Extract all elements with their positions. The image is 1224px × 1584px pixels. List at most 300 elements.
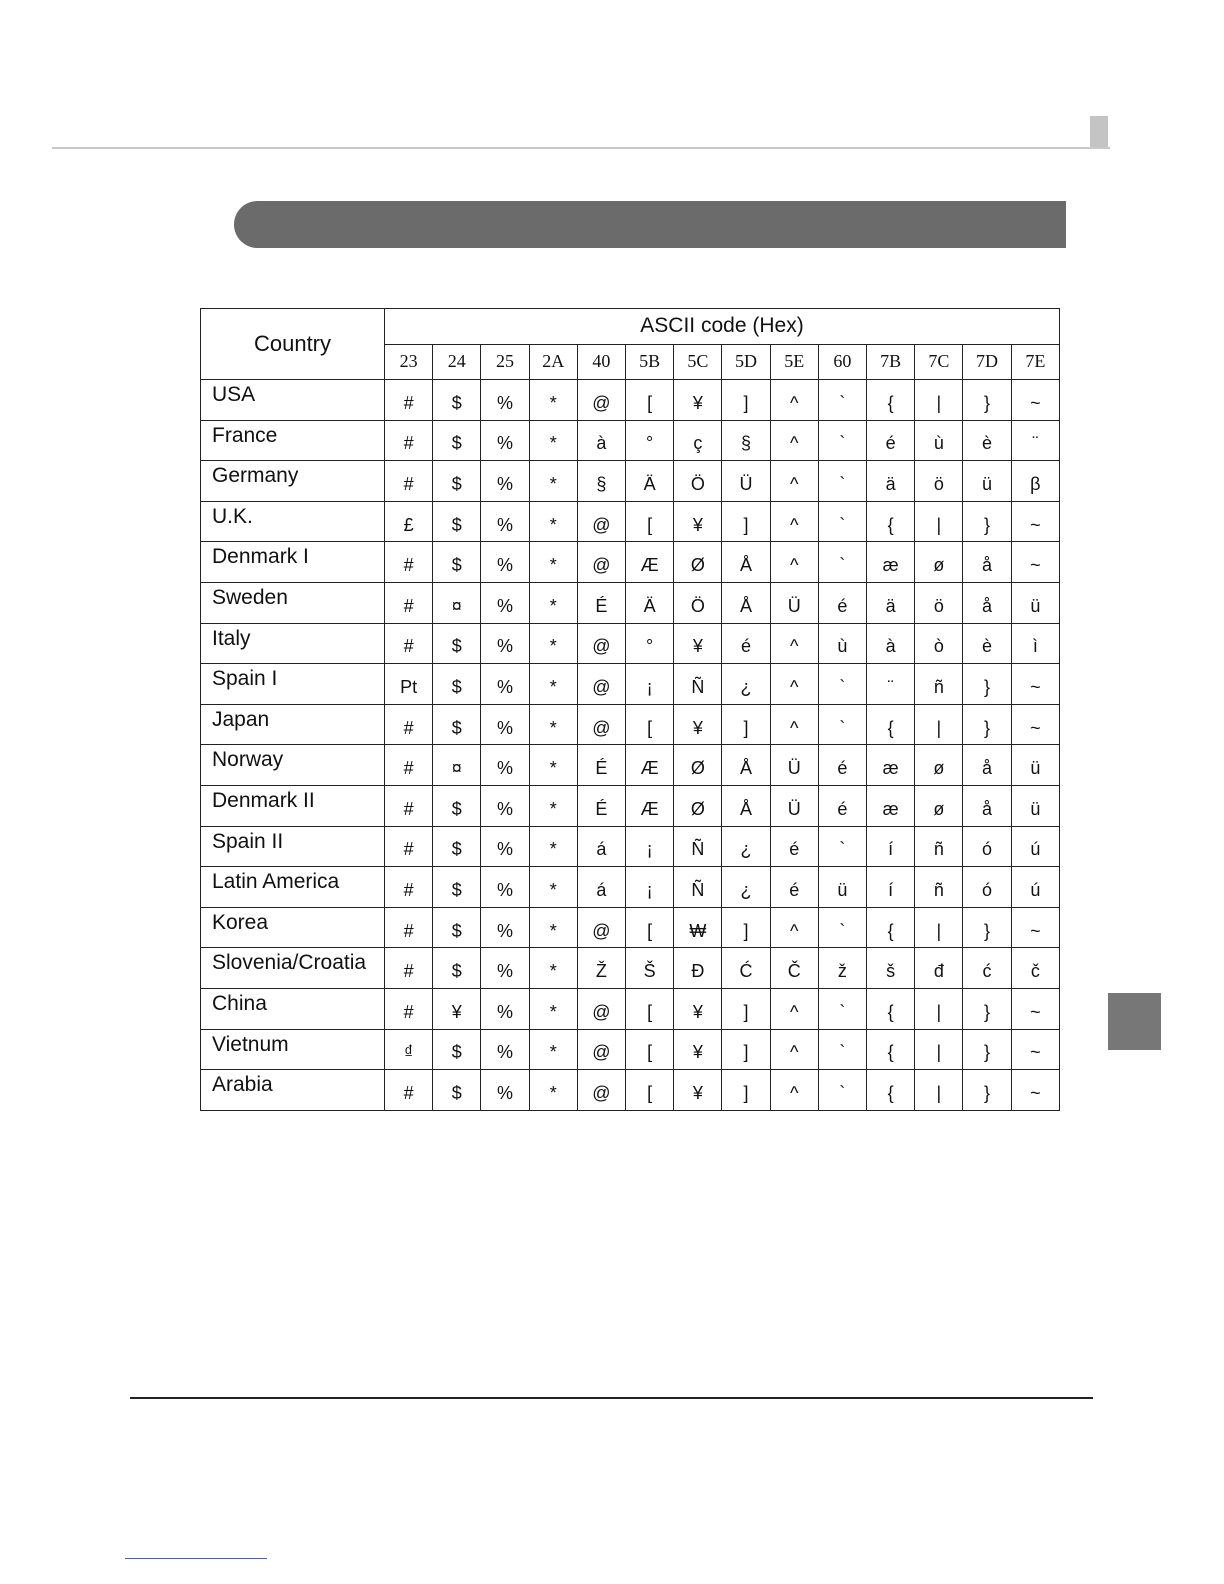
character-cell: Ñ [674,664,722,705]
character-cell: [ [626,380,674,421]
character-cell: ` [818,501,866,542]
character-cell: ¿ [722,664,770,705]
character-cell: * [529,704,577,745]
character-cell: æ [867,785,915,826]
character-cell: é [770,826,818,867]
character-cell: å [963,745,1011,786]
character-cell: Š [626,948,674,989]
country-name: Spain I [201,664,385,705]
hex-code-header: 23 [385,344,433,380]
country-name: Germany [201,461,385,502]
character-cell: Č [770,948,818,989]
character-cell: # [385,542,433,583]
country-name: Korea [201,907,385,948]
table-row [201,461,1060,502]
character-cell: # [385,582,433,623]
character-cell: ~ [1011,1029,1059,1070]
character-cell: * [529,380,577,421]
character-cell: @ [577,907,625,948]
character-cell: ~ [1011,988,1059,1029]
character-cell: # [385,704,433,745]
character-cell: è [963,623,1011,664]
character-cell: * [529,1029,577,1070]
character-cell: ¥ [433,988,481,1029]
character-cell: ö [915,461,963,502]
character-cell: $ [433,1070,481,1111]
character-cell: ¡ [626,867,674,908]
character-cell: ^ [770,907,818,948]
character-cell: ¤ [433,582,481,623]
character-cell: Å [722,582,770,623]
character-cell: Ü [722,461,770,502]
character-cell: ~ [1011,380,1059,421]
character-cell: $ [433,420,481,461]
character-cell: } [963,380,1011,421]
character-cell: $ [433,664,481,705]
country-name: Italy [201,623,385,664]
character-cell: $ [433,501,481,542]
character-cell: É [577,745,625,786]
character-cell: @ [577,664,625,705]
table-row [201,542,1060,583]
character-cell: * [529,420,577,461]
character-cell: ^ [770,988,818,1029]
character-cell: ñ [915,826,963,867]
hex-code-header: 7D [963,344,1011,380]
table-row [201,582,1060,623]
character-cell: % [481,907,529,948]
character-cell: í [867,826,915,867]
character-cell: Æ [626,785,674,826]
character-cell: [ [626,704,674,745]
table-row [201,704,1060,745]
character-cell: ć [963,948,1011,989]
character-cell: % [481,948,529,989]
character-cell: ` [818,826,866,867]
character-cell: ø [915,542,963,583]
table-row [201,501,1060,542]
character-cell: ó [963,867,1011,908]
character-cell: £ [385,501,433,542]
character-cell: { [867,704,915,745]
character-cell: ò [915,623,963,664]
header-tab-marker [1090,116,1108,147]
country-column-header: Country [201,309,385,380]
country-name: Denmark I [201,542,385,583]
international-charset-table [200,308,1060,1111]
character-cell: Å [722,745,770,786]
character-cell: ø [915,785,963,826]
character-cell: ` [818,704,866,745]
character-cell: # [385,907,433,948]
character-cell: Ø [674,785,722,826]
character-cell: Đ [674,948,722,989]
character-cell: # [385,948,433,989]
country-name: France [201,420,385,461]
character-cell: | [915,501,963,542]
character-cell: | [915,1070,963,1111]
character-cell: é [818,785,866,826]
country-name: Sweden [201,582,385,623]
character-cell: é [722,623,770,664]
table-row [201,988,1060,1029]
character-cell: $ [433,867,481,908]
character-cell: # [385,420,433,461]
character-cell: ^ [770,1070,818,1111]
country-name: Denmark II [201,785,385,826]
character-cell: ñ [915,867,963,908]
character-cell: ° [626,420,674,461]
hex-code-header: 25 [481,344,529,380]
character-cell: ^ [770,704,818,745]
character-cell: ] [722,1070,770,1111]
table-header-row [201,309,1060,345]
country-name: Vietnum [201,1029,385,1070]
character-cell: * [529,867,577,908]
character-cell: ¨ [1011,420,1059,461]
character-cell: ä [867,582,915,623]
character-cell: ¥ [674,1070,722,1111]
character-cell: ` [818,1029,866,1070]
character-cell: ^ [770,420,818,461]
character-cell: ] [722,380,770,421]
country-name: Norway [201,745,385,786]
character-cell: Å [722,785,770,826]
character-cell: β [1011,461,1059,502]
footer-rule [130,1397,1093,1399]
character-cell: Ü [770,582,818,623]
character-cell: ^ [770,1029,818,1070]
character-cell: é [818,582,866,623]
character-cell: % [481,1029,529,1070]
character-cell: ¿ [722,867,770,908]
character-cell: % [481,785,529,826]
character-cell: $ [433,623,481,664]
table-row [201,623,1060,664]
character-cell: @ [577,380,625,421]
character-cell: ₫ [385,1029,433,1070]
character-cell: ^ [770,664,818,705]
character-cell: # [385,380,433,421]
character-cell: š [867,948,915,989]
character-cell: # [385,623,433,664]
character-cell: é [770,867,818,908]
character-cell: ] [722,704,770,745]
character-cell: ` [818,380,866,421]
character-cell: { [867,501,915,542]
character-cell: * [529,826,577,867]
character-cell: ù [818,623,866,664]
country-name: Spain II [201,826,385,867]
character-cell: æ [867,542,915,583]
character-cell: ö [915,582,963,623]
character-cell: $ [433,380,481,421]
character-cell: % [481,1070,529,1111]
character-cell: ü [1011,745,1059,786]
character-cell: $ [433,826,481,867]
character-cell: ¥ [674,380,722,421]
character-cell: à [577,420,625,461]
character-cell: ú [1011,867,1059,908]
character-cell: * [529,785,577,826]
character-cell: å [963,582,1011,623]
character-cell: ä [867,461,915,502]
character-cell: § [577,461,625,502]
table-row [201,420,1060,461]
character-cell: [ [626,988,674,1029]
character-cell: @ [577,704,625,745]
character-cell: ~ [1011,1070,1059,1111]
character-cell: Ć [722,948,770,989]
character-cell: Ø [674,542,722,583]
character-cell: @ [577,1029,625,1070]
character-cell: Ä [626,582,674,623]
character-cell: ~ [1011,704,1059,745]
character-cell: [ [626,1029,674,1070]
character-cell: ì [1011,623,1059,664]
character-cell: | [915,704,963,745]
character-cell: á [577,826,625,867]
character-cell: ^ [770,623,818,664]
table-row [201,1070,1060,1111]
character-cell: * [529,461,577,502]
character-cell: ~ [1011,542,1059,583]
character-cell: ~ [1011,501,1059,542]
character-cell: | [915,907,963,948]
character-cell: ¥ [674,501,722,542]
character-cell: { [867,1070,915,1111]
character-cell: ñ [915,664,963,705]
character-cell: ` [818,461,866,502]
character-cell: * [529,1070,577,1111]
table-row [201,785,1060,826]
character-cell: Ü [770,785,818,826]
hex-code-header: 7E [1011,344,1059,380]
character-cell: } [963,704,1011,745]
footer-link-underline[interactable] [125,1558,267,1559]
character-cell: % [481,826,529,867]
table-row [201,867,1060,908]
character-cell: ` [818,420,866,461]
character-cell: } [963,1029,1011,1070]
country-name: Slovenia/Croatia [201,948,385,989]
character-cell: É [577,785,625,826]
character-cell: è [963,420,1011,461]
table-row [201,664,1060,705]
character-cell: @ [577,623,625,664]
hex-code-header: 5C [674,344,722,380]
character-cell: @ [577,1070,625,1111]
character-cell: * [529,542,577,583]
character-cell: ó [963,826,1011,867]
character-cell: æ [867,745,915,786]
character-cell: ] [722,501,770,542]
character-cell: } [963,501,1011,542]
country-name: USA [201,380,385,421]
character-cell: ¿ [722,826,770,867]
country-name: Latin America [201,867,385,908]
character-cell: % [481,501,529,542]
table-row [201,826,1060,867]
character-cell: ~ [1011,907,1059,948]
character-cell: ¡ [626,664,674,705]
character-cell: $ [433,1029,481,1070]
character-cell: ¥ [674,988,722,1029]
character-cell: # [385,826,433,867]
character-cell: } [963,664,1011,705]
character-cell: @ [577,501,625,542]
character-cell: ü [1011,582,1059,623]
character-cell: ž [818,948,866,989]
hex-code-header: 60 [818,344,866,380]
character-cell: á [577,867,625,908]
character-cell: ] [722,1029,770,1070]
chapter-side-tab [1108,993,1161,1050]
character-cell: % [481,542,529,583]
character-cell: # [385,988,433,1029]
character-cell: ^ [770,461,818,502]
hex-code-header: 5B [626,344,674,380]
character-cell: [ [626,907,674,948]
character-cell: * [529,745,577,786]
character-cell: ù [915,420,963,461]
character-cell: å [963,785,1011,826]
character-cell: ] [722,907,770,948]
character-cell: à [867,623,915,664]
character-cell: ¨ [867,664,915,705]
character-cell: ] [722,988,770,1029]
character-cell: % [481,867,529,908]
character-cell: Ö [674,461,722,502]
character-cell: { [867,380,915,421]
table-row [201,948,1060,989]
character-cell: ` [818,907,866,948]
character-cell: } [963,988,1011,1029]
character-cell: í [867,867,915,908]
character-cell: % [481,664,529,705]
character-cell: % [481,420,529,461]
character-cell: % [481,380,529,421]
character-cell: { [867,988,915,1029]
character-cell: } [963,1070,1011,1111]
character-cell: * [529,582,577,623]
character-cell: % [481,461,529,502]
character-cell: ü [1011,785,1059,826]
table-row [201,1029,1060,1070]
character-cell: $ [433,461,481,502]
table-row [201,745,1060,786]
character-cell: ú [1011,826,1059,867]
character-cell: ¥ [674,1029,722,1070]
hex-code-header: 5D [722,344,770,380]
character-cell: $ [433,542,481,583]
hex-code-header: 40 [577,344,625,380]
character-cell: $ [433,907,481,948]
character-cell: % [481,745,529,786]
character-cell: Ñ [674,867,722,908]
character-cell: § [722,420,770,461]
character-cell: | [915,1029,963,1070]
character-cell: Pt [385,664,433,705]
country-name: Japan [201,704,385,745]
character-cell: Ž [577,948,625,989]
section-title-bar [234,201,1066,248]
character-cell: Ü [770,745,818,786]
character-cell: å [963,542,1011,583]
character-cell: Ä [626,461,674,502]
character-cell: Ö [674,582,722,623]
ascii-code-header: ASCII code (Hex) [385,309,1060,345]
character-cell: # [385,1070,433,1111]
hex-code-header: 24 [433,344,481,380]
character-cell: ` [818,542,866,583]
hex-code-header: 7C [915,344,963,380]
hex-code-header: 7B [867,344,915,380]
character-cell: % [481,582,529,623]
character-cell: } [963,907,1011,948]
character-cell: | [915,988,963,1029]
character-cell: $ [433,785,481,826]
character-cell: * [529,988,577,1029]
character-cell: É [577,582,625,623]
character-cell: ` [818,1070,866,1111]
character-cell: [ [626,1070,674,1111]
character-cell: č [1011,948,1059,989]
character-cell: * [529,948,577,989]
character-cell: ¥ [674,704,722,745]
header-rule [52,147,1110,149]
character-cell: ° [626,623,674,664]
character-cell: # [385,785,433,826]
character-cell: ₩ [674,907,722,948]
character-cell: % [481,704,529,745]
table-row [201,380,1060,421]
character-cell: ¡ [626,826,674,867]
character-cell: * [529,664,577,705]
country-name: U.K. [201,501,385,542]
country-name: China [201,988,385,1029]
character-cell: $ [433,704,481,745]
character-cell: [ [626,501,674,542]
character-cell: ü [818,867,866,908]
hex-code-header: 5E [770,344,818,380]
character-cell: ¤ [433,745,481,786]
character-cell: # [385,867,433,908]
character-cell: @ [577,542,625,583]
character-cell: ü [963,461,1011,502]
character-cell: % [481,988,529,1029]
character-cell: é [867,420,915,461]
character-cell: * [529,907,577,948]
character-cell: ` [818,988,866,1029]
character-cell: Æ [626,745,674,786]
character-cell: ¥ [674,623,722,664]
character-cell: # [385,461,433,502]
character-cell: { [867,1029,915,1070]
character-cell: đ [915,948,963,989]
character-cell: ` [818,664,866,705]
character-cell: ç [674,420,722,461]
character-cell: | [915,380,963,421]
hex-code-header: 2A [529,344,577,380]
character-cell: { [867,907,915,948]
character-cell: Ñ [674,826,722,867]
character-cell: é [818,745,866,786]
character-cell: ^ [770,542,818,583]
character-cell: @ [577,988,625,1029]
character-cell: Ø [674,745,722,786]
character-cell: % [481,623,529,664]
